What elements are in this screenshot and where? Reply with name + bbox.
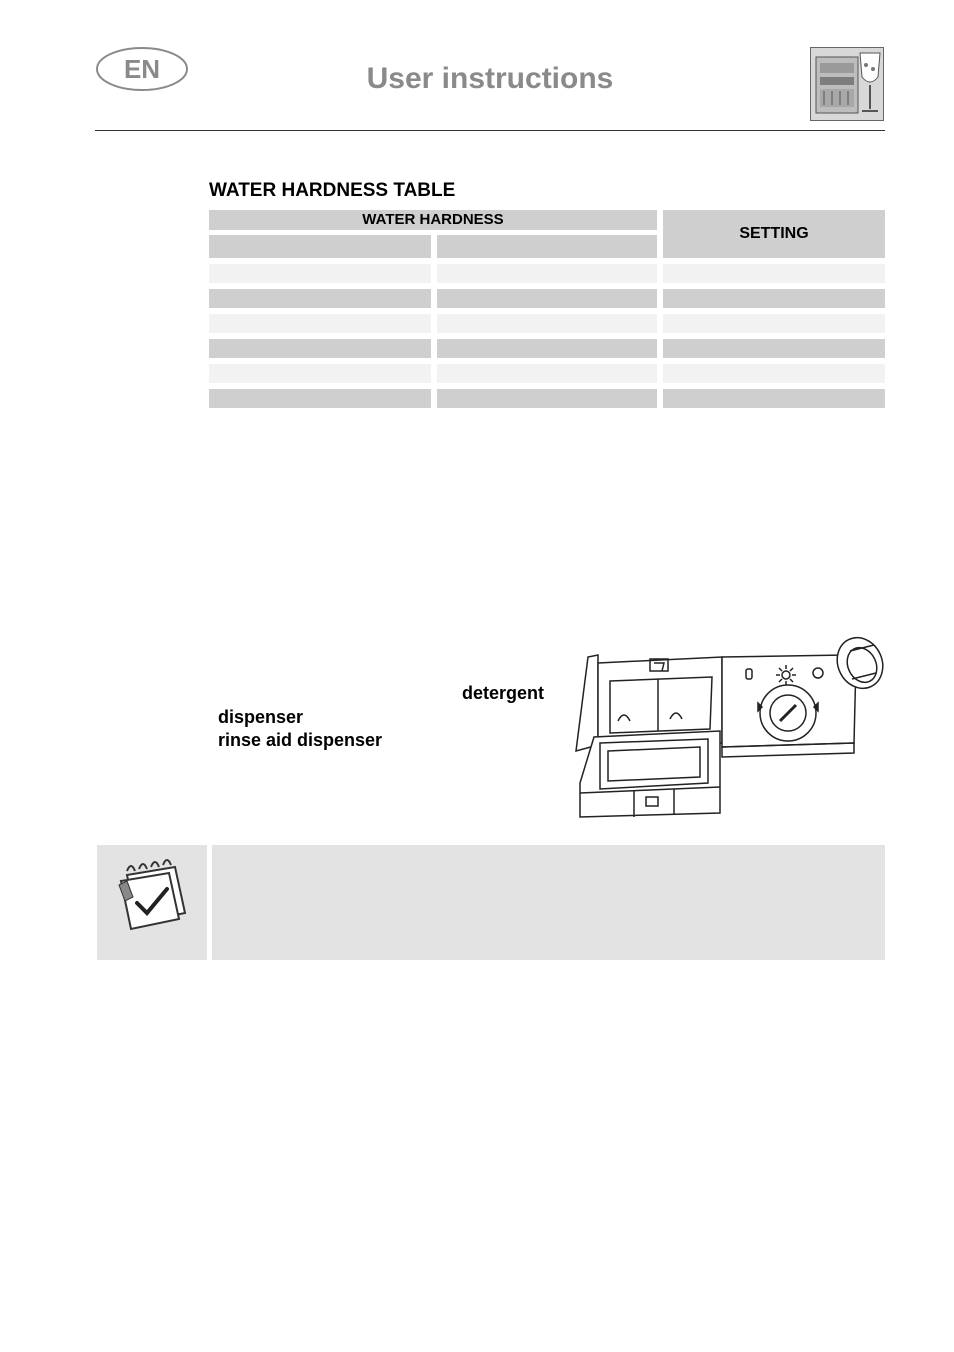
table-cell <box>663 339 885 358</box>
subheader-cell <box>437 235 657 258</box>
table-cell <box>437 289 657 308</box>
header-label-setting: SETTING <box>739 225 809 242</box>
language-badge <box>96 47 188 91</box>
table-cell <box>209 389 431 408</box>
page-title: User instructions <box>366 62 614 95</box>
table-cell <box>437 264 657 283</box>
table-cell <box>437 364 657 383</box>
dispenser-label: dispenser <box>218 707 304 727</box>
subheader-cell <box>209 235 431 258</box>
table-cell <box>663 289 885 308</box>
table-cell <box>437 389 657 408</box>
header-label-water-hardness: WATER HARDNESS <box>362 211 504 228</box>
note-icon-panel <box>97 845 207 960</box>
table-cell <box>663 264 885 283</box>
dishwasher-glass-icon <box>810 47 884 121</box>
table-cell <box>209 314 431 333</box>
table-cell <box>437 339 657 358</box>
table-cell <box>209 364 431 383</box>
language-code: EN <box>123 54 161 84</box>
dispenser-illustration <box>574 633 886 823</box>
detergent-label: detergent <box>462 683 545 703</box>
table-cell <box>209 264 431 283</box>
table-cell <box>663 364 885 383</box>
table-cell <box>209 339 431 358</box>
section-title: WATER HARDNESS TABLE <box>209 180 456 201</box>
table-cell <box>663 389 885 408</box>
rinse-aid-label: rinse aid dispenser <box>218 730 383 750</box>
water-hardness-table <box>209 210 885 410</box>
notepad-checkmark-icon <box>97 845 207 960</box>
note-body <box>212 845 885 960</box>
table-cell <box>209 289 431 308</box>
table-cell <box>437 314 657 333</box>
header-divider <box>95 130 885 131</box>
table-cell <box>663 314 885 333</box>
